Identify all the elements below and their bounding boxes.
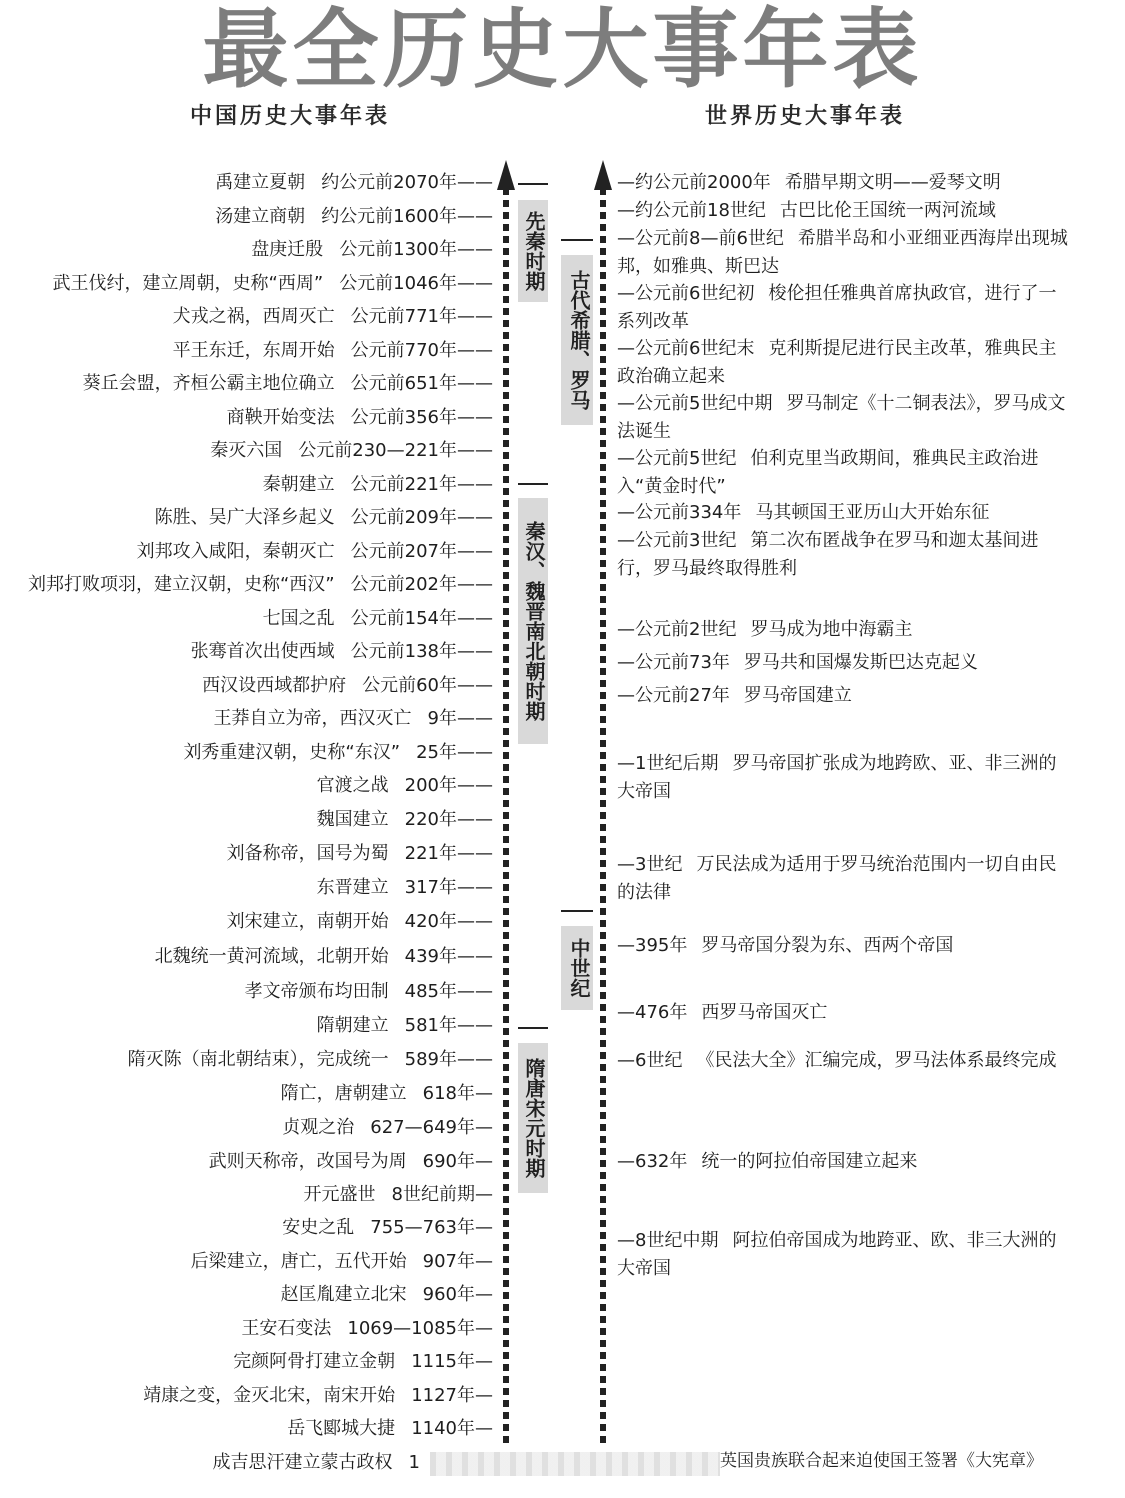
world-event-name: 伯利克里当政期间，雅典民主政治进入“黄金时代” bbox=[617, 448, 1039, 497]
world-timeline-axis bbox=[600, 188, 606, 1448]
china-event-name: 官渡之战 bbox=[316, 775, 389, 796]
china-event-name: 禹建立夏朝 bbox=[215, 172, 306, 193]
china-event-name: 秦朝建立 bbox=[262, 474, 335, 495]
china-event-name: 刘宋建立，南朝开始 bbox=[226, 911, 389, 932]
china-event: 开元盛世 8世纪前期— bbox=[303, 1184, 493, 1205]
china-event: 靖康之变，金灭北宋，南宋开始 1127年— bbox=[143, 1385, 493, 1406]
china-event: 岳飞郾城大捷 1140年— bbox=[287, 1418, 493, 1439]
world-timeline-title: 世界历史大事年表 bbox=[705, 103, 906, 129]
world-event-name: 希腊半岛和小亚细亚西海岸出现城邦，如雅典、斯巴达 bbox=[617, 228, 1068, 277]
china-event: 陈胜、吴广大泽乡起义 公元前209年—— bbox=[154, 507, 493, 528]
china-event-date: 618年 bbox=[422, 1083, 475, 1104]
china-timeline-title: 中国历史大事年表 bbox=[190, 103, 391, 129]
china-event: 张骞首次出使西域 公元前138年—— bbox=[190, 641, 493, 662]
china-event: 武王伐纣，建立周朝，史称“西周” 公元前1046年—— bbox=[52, 273, 493, 294]
china-event bbox=[213, 1448, 420, 1478]
world-event: —3世纪 万民法成为适用于罗马统治范围内一切自由民的法律 bbox=[617, 854, 1057, 903]
china-period-sui-tang: 隋唐宋元时期 bbox=[518, 1043, 548, 1193]
world-event-date: 6世纪 bbox=[635, 1050, 683, 1071]
china-event-name: 盘庚迁殷 bbox=[251, 239, 324, 260]
china-event-name: 刘邦攻入咸阳，秦朝灭亡 bbox=[136, 541, 335, 562]
world-event-date: 公元前5世纪 bbox=[635, 448, 737, 469]
world-event: —395年 罗马帝国分裂为东、西两个帝国 bbox=[617, 935, 954, 956]
world-event-name: 《民法大全》汇编完成，罗马法体系最终完成 bbox=[696, 1050, 1057, 1071]
china-event-date: 公元前221年 bbox=[350, 474, 457, 495]
china-event-date: 485年 bbox=[404, 981, 457, 1002]
china-event: 刘宋建立，南朝开始 420年—— bbox=[226, 911, 493, 932]
world-event-date: 公元前3世纪 bbox=[635, 530, 737, 551]
china-event: 完颜阿骨打建立金朝 1115年— bbox=[233, 1351, 493, 1372]
china-event: 东晋建立 317年—— bbox=[316, 877, 493, 898]
china-event: 王莽自立为帝，西汉灭亡 9年—— bbox=[213, 708, 493, 729]
china-event-date: 8世纪前期 bbox=[391, 1184, 475, 1205]
china-event: 魏国建立 220年—— bbox=[316, 809, 493, 830]
china-event-date: 960年 bbox=[422, 1284, 475, 1305]
world-event-name: 罗马帝国分裂为东、西两个帝国 bbox=[701, 935, 954, 956]
china-event-name: 武王伐纣，建立周朝，史称“西周” bbox=[52, 273, 324, 294]
world-event-name: 第二次布匿战争在罗马和迦太基间进行，罗马最终取得胜利 bbox=[617, 530, 1039, 579]
world-event-date: 8世纪中期 bbox=[635, 1230, 719, 1251]
china-event-name: 王安石变法 bbox=[241, 1318, 332, 1339]
world-event-date: 632年 bbox=[635, 1151, 688, 1172]
china-event-name: 七国之乱 bbox=[262, 608, 335, 629]
china-event: 安史之乱 755—763年— bbox=[282, 1217, 493, 1238]
china-event-name: 隋灭陈（南北朝结束），完成统一 bbox=[127, 1049, 389, 1070]
china-event: 秦灭六国 公元前230—221年—— bbox=[210, 440, 493, 461]
china-event: 孝文帝颁布均田制 485年—— bbox=[244, 981, 493, 1002]
china-event-date: 公元前1300年 bbox=[339, 239, 457, 260]
china-event-date: 公元前770年 bbox=[350, 340, 457, 361]
world-event: —公元前27年 罗马帝国建立 bbox=[617, 685, 852, 706]
world-event-date: 395年 bbox=[635, 935, 688, 956]
world-event-name: 古巴比伦王国统一两河流域 bbox=[779, 200, 996, 221]
china-event-date: 581年 bbox=[404, 1015, 457, 1036]
china-timeline-axis bbox=[503, 188, 509, 1448]
china-event: 禹建立夏朝 约公元前2070年—— bbox=[215, 172, 493, 193]
china-event-name: 平王东迁，东周开始 bbox=[172, 340, 335, 361]
world-event-date: 公元前2世纪 bbox=[635, 619, 737, 640]
china-event-date: 25年 bbox=[416, 742, 457, 763]
china-event-date: 220年 bbox=[404, 809, 457, 830]
china-event-date: 公元前1046年 bbox=[339, 273, 457, 294]
blurred-overlay bbox=[430, 1452, 720, 1476]
world-event: —公元前334年 马其顿国王亚历山大开始东征 bbox=[617, 502, 990, 523]
china-event-date: 1 bbox=[408, 1452, 420, 1473]
china-event: 后梁建立，唐亡，五代开始 907年— bbox=[190, 1251, 493, 1272]
world-event-date: 公元前73年 bbox=[635, 652, 730, 673]
china-event-name: 靖康之变，金灭北宋，南宋开始 bbox=[143, 1385, 396, 1406]
china-event-name: 陈胜、吴广大泽乡起义 bbox=[154, 507, 335, 528]
world-event: —1世纪后期 罗马帝国扩张成为地跨欧、亚、非三洲的大帝国 bbox=[617, 753, 1057, 802]
china-event-date: 755—763年 bbox=[370, 1217, 475, 1238]
china-event: 贞观之治 627—649年— bbox=[282, 1117, 493, 1138]
world-event-name: 统一的阿拉伯帝国建立起来 bbox=[701, 1151, 918, 1172]
world-event-name: 梭伦担任雅典首席执政官，进行了一系列改革 bbox=[617, 283, 1057, 332]
china-event-name: 孝文帝颁布均田制 bbox=[244, 981, 389, 1002]
china-event-date: 420年 bbox=[404, 911, 457, 932]
china-event-date: 1115年 bbox=[411, 1351, 475, 1372]
world-event: —公元前5世纪 伯利克里当政期间，雅典民主政治进入“黄金时代” bbox=[617, 448, 1039, 497]
china-event: 官渡之战 200年—— bbox=[316, 775, 493, 796]
china-event-name: 贞观之治 bbox=[282, 1117, 355, 1138]
china-event: 汤建立商朝 约公元前1600年—— bbox=[215, 206, 493, 227]
china-event: 赵匡胤建立北宋 960年— bbox=[280, 1284, 493, 1305]
world-event-date: 公元前5世纪中期 bbox=[635, 393, 773, 414]
world-event-date: 476年 bbox=[635, 1002, 688, 1023]
world-event-name: 马其顿国王亚历山大开始东征 bbox=[755, 502, 990, 523]
china-event-date: 1069—1085年 bbox=[347, 1318, 475, 1339]
china-event-name: 西汉设西域都护府 bbox=[202, 675, 347, 696]
world-event-name: 罗马帝国扩张成为地跨欧、亚、非三洲的大帝国 bbox=[617, 753, 1057, 802]
china-event: 武则天称帝，改国号为周 690年— bbox=[208, 1151, 493, 1172]
china-event-date: 907年 bbox=[422, 1251, 475, 1272]
china-event-date: 公元前230—221年 bbox=[298, 440, 457, 461]
world-period-ancient: 古代希腊、罗马 bbox=[561, 255, 593, 425]
world-event-last: 英国贵族联合起来迫使国王签署《大宪章》 bbox=[720, 1451, 1043, 1471]
china-period-tick bbox=[518, 1027, 548, 1029]
china-event-name: 隋朝建立 bbox=[316, 1015, 389, 1036]
china-event-date: 9年 bbox=[427, 708, 457, 729]
world-event: —8世纪中期 阿拉伯帝国成为地跨亚、欧、非三大洲的大帝国 bbox=[617, 1230, 1057, 1279]
china-event: 西汉设西域都护府 公元前60年—— bbox=[202, 675, 493, 696]
china-event-name: 安史之乱 bbox=[282, 1217, 355, 1238]
china-event-date: 公元前207年 bbox=[350, 541, 457, 562]
world-event-date: 1世纪后期 bbox=[635, 753, 719, 774]
world-event: —476年 西罗马帝国灭亡 bbox=[617, 1002, 828, 1023]
world-event-date: 公元前27年 bbox=[635, 685, 730, 706]
china-period-qin-han: 秦汉、魏晋南北朝时期 bbox=[518, 498, 548, 744]
world-event-date: 公元前334年 bbox=[635, 502, 742, 523]
china-event-date: 公元前60年 bbox=[362, 675, 457, 696]
world-event-name: 希腊早期文明——爱琴文明 bbox=[784, 172, 1001, 193]
china-event-name: 刘秀重建汉朝，史称“东汉” bbox=[183, 742, 401, 763]
page-title: 最全历史大事年表 bbox=[202, 0, 923, 100]
world-event: —6世纪 《民法大全》汇编完成，罗马法体系最终完成 bbox=[617, 1050, 1057, 1071]
china-event: 犬戎之祸，西周灭亡 公元前771年—— bbox=[172, 306, 493, 327]
china-event-name: 岳飞郾城大捷 bbox=[287, 1418, 396, 1439]
china-event-date: 221年 bbox=[404, 843, 457, 864]
china-event-date: 200年 bbox=[404, 775, 457, 796]
world-event: —公元前2世纪 罗马成为地中海霸主 bbox=[617, 619, 913, 640]
china-event: 商鞅开始变法 公元前356年—— bbox=[226, 407, 493, 428]
world-event-name: 罗马共和国爆发斯巴达克起义 bbox=[743, 652, 978, 673]
china-period-pre-qin: 先秦时期 bbox=[518, 200, 548, 302]
world-event-name: 罗马成为地中海霸主 bbox=[750, 619, 913, 640]
world-axis-arrow-icon bbox=[594, 160, 612, 190]
china-event-date: 公元前154年 bbox=[350, 608, 457, 629]
world-event: —632年 统一的阿拉伯帝国建立起来 bbox=[617, 1151, 918, 1172]
china-period-tick bbox=[518, 483, 548, 485]
china-event: 王安石变法 1069—1085年— bbox=[241, 1318, 493, 1339]
china-event-date: 约公元前1600年 bbox=[321, 206, 457, 227]
china-event-name: 葵丘会盟，齐桓公霸主地位确立 bbox=[82, 373, 335, 394]
china-event-date: 317年 bbox=[404, 877, 457, 898]
world-event: —公元前6世纪初 梭伦担任雅典首席执政官，进行了一系列改革 bbox=[617, 283, 1057, 332]
china-event-name: 完颜阿骨打建立金朝 bbox=[233, 1351, 396, 1372]
china-event-date: 公元前651年 bbox=[350, 373, 457, 394]
world-event-name: 阿拉伯帝国成为地跨亚、欧、非三大洲的大帝国 bbox=[617, 1230, 1057, 1279]
china-event-name: 汤建立商朝 bbox=[215, 206, 306, 227]
china-event: 盘庚迁殷 公元前1300年—— bbox=[251, 239, 493, 260]
china-event-date: 690年 bbox=[422, 1151, 475, 1172]
china-event-name: 赵匡胤建立北宋 bbox=[280, 1284, 407, 1305]
china-event-name: 魏国建立 bbox=[316, 809, 389, 830]
world-event-name: 西罗马帝国灭亡 bbox=[701, 1002, 828, 1023]
china-event-name: 秦灭六国 bbox=[210, 440, 283, 461]
world-event-name: 罗马制定《十二铜表法》，罗马成文法诞生 bbox=[617, 393, 1066, 442]
china-event: 隋朝建立 581年—— bbox=[316, 1015, 493, 1036]
china-event: 秦朝建立 公元前221年—— bbox=[262, 474, 493, 495]
china-event-name: 武则天称帝，改国号为周 bbox=[208, 1151, 407, 1172]
china-event-date: 公元前202年 bbox=[350, 574, 457, 595]
world-event-date: 公元前8—前6世纪 bbox=[635, 228, 784, 249]
china-event-date: 公元前356年 bbox=[350, 407, 457, 428]
china-event-name: 开元盛世 bbox=[303, 1184, 376, 1205]
china-event-name: 张骞首次出使西域 bbox=[190, 641, 335, 662]
world-event-name: 克利斯提尼进行民主改革，雅典民主政治确立起来 bbox=[617, 338, 1057, 387]
china-event-date: 公元前771年 bbox=[350, 306, 457, 327]
world-event-date: 约公元前18世纪 bbox=[635, 200, 766, 221]
china-event-date: 约公元前2070年 bbox=[321, 172, 457, 193]
china-event: 隋灭陈（南北朝结束），完成统一 589年—— bbox=[127, 1049, 493, 1070]
china-event-date: 1140年 bbox=[411, 1418, 475, 1439]
china-event-name: 刘备称帝，国号为蜀 bbox=[226, 843, 389, 864]
world-event: —公元前6世纪末 克利斯提尼进行民主改革，雅典民主政治确立起来 bbox=[617, 338, 1057, 387]
china-event-name: 刘邦打败项羽，建立汉朝，史称“西汉” bbox=[27, 574, 335, 595]
china-event: 北魏统一黄河流域，北朝开始 439年—— bbox=[154, 946, 493, 967]
world-period-medieval: 中世纪 bbox=[561, 926, 593, 1010]
world-event: —约公元前18世纪 古巴比伦王国统一两河流域 bbox=[617, 200, 996, 221]
china-event-date: 589年 bbox=[404, 1049, 457, 1070]
china-event-date: 627—649年 bbox=[370, 1117, 475, 1138]
china-event: 平王东迁，东周开始 公元前770年—— bbox=[172, 340, 493, 361]
china-event-name: 成吉思汗建立蒙古政权 bbox=[212, 1452, 393, 1473]
china-event-name: 犬戎之祸，西周灭亡 bbox=[172, 306, 335, 327]
world-event-name: 万民法成为适用于罗马统治范围内一切自由民的法律 bbox=[617, 854, 1057, 903]
world-event-name: 罗马帝国建立 bbox=[743, 685, 852, 706]
world-event: —约公元前2000年 希腊早期文明——爱琴文明 bbox=[617, 172, 1001, 193]
china-event-name: 后梁建立，唐亡，五代开始 bbox=[190, 1251, 407, 1272]
china-event-name: 东晋建立 bbox=[316, 877, 389, 898]
world-event-date: 约公元前2000年 bbox=[635, 172, 771, 193]
china-event: 刘备称帝，国号为蜀 221年—— bbox=[226, 843, 493, 864]
world-event-date: 3世纪 bbox=[635, 854, 683, 875]
china-event-name: 北魏统一黄河流域，北朝开始 bbox=[154, 946, 389, 967]
world-event-date: 公元前6世纪末 bbox=[635, 338, 755, 359]
world-event-date: 公元前6世纪初 bbox=[635, 283, 755, 304]
china-event: 刘邦攻入咸阳，秦朝灭亡 公元前207年—— bbox=[136, 541, 493, 562]
china-event: 七国之乱 公元前154年—— bbox=[262, 608, 493, 629]
china-axis-arrow-icon bbox=[497, 160, 515, 190]
china-event-name: 隋亡，唐朝建立 bbox=[280, 1083, 407, 1104]
world-period-tick bbox=[561, 239, 593, 241]
china-event: 葵丘会盟，齐桓公霸主地位确立 公元前651年—— bbox=[82, 373, 493, 394]
china-event-name: 商鞅开始变法 bbox=[226, 407, 335, 428]
china-event: 刘秀重建汉朝，史称“东汉” 25年—— bbox=[183, 742, 493, 763]
world-event: —公元前5世纪中期 罗马制定《十二铜表法》，罗马成文法诞生 bbox=[617, 393, 1066, 442]
china-event-date: 439年 bbox=[404, 946, 457, 967]
world-event: —公元前8—前6世纪 希腊半岛和小亚细亚西海岸出现城邦，如雅典、斯巴达 bbox=[617, 228, 1068, 277]
china-event-name: 王莽自立为帝，西汉灭亡 bbox=[213, 708, 412, 729]
world-period-tick bbox=[561, 910, 593, 912]
china-event-date: 1127年 bbox=[411, 1385, 475, 1406]
china-event-date: 公元前138年 bbox=[350, 641, 457, 662]
china-event: 隋亡，唐朝建立 618年— bbox=[280, 1083, 493, 1104]
world-event: —公元前73年 罗马共和国爆发斯巴达克起义 bbox=[617, 652, 978, 673]
china-event-date: 公元前209年 bbox=[350, 507, 457, 528]
world-event: —公元前3世纪 第二次布匿战争在罗马和迦太基间进行，罗马最终取得胜利 bbox=[617, 530, 1039, 579]
china-period-tick bbox=[518, 183, 548, 185]
china-event: 刘邦打败项羽，建立汉朝，史称“西汉” 公元前202年—— bbox=[27, 574, 493, 595]
